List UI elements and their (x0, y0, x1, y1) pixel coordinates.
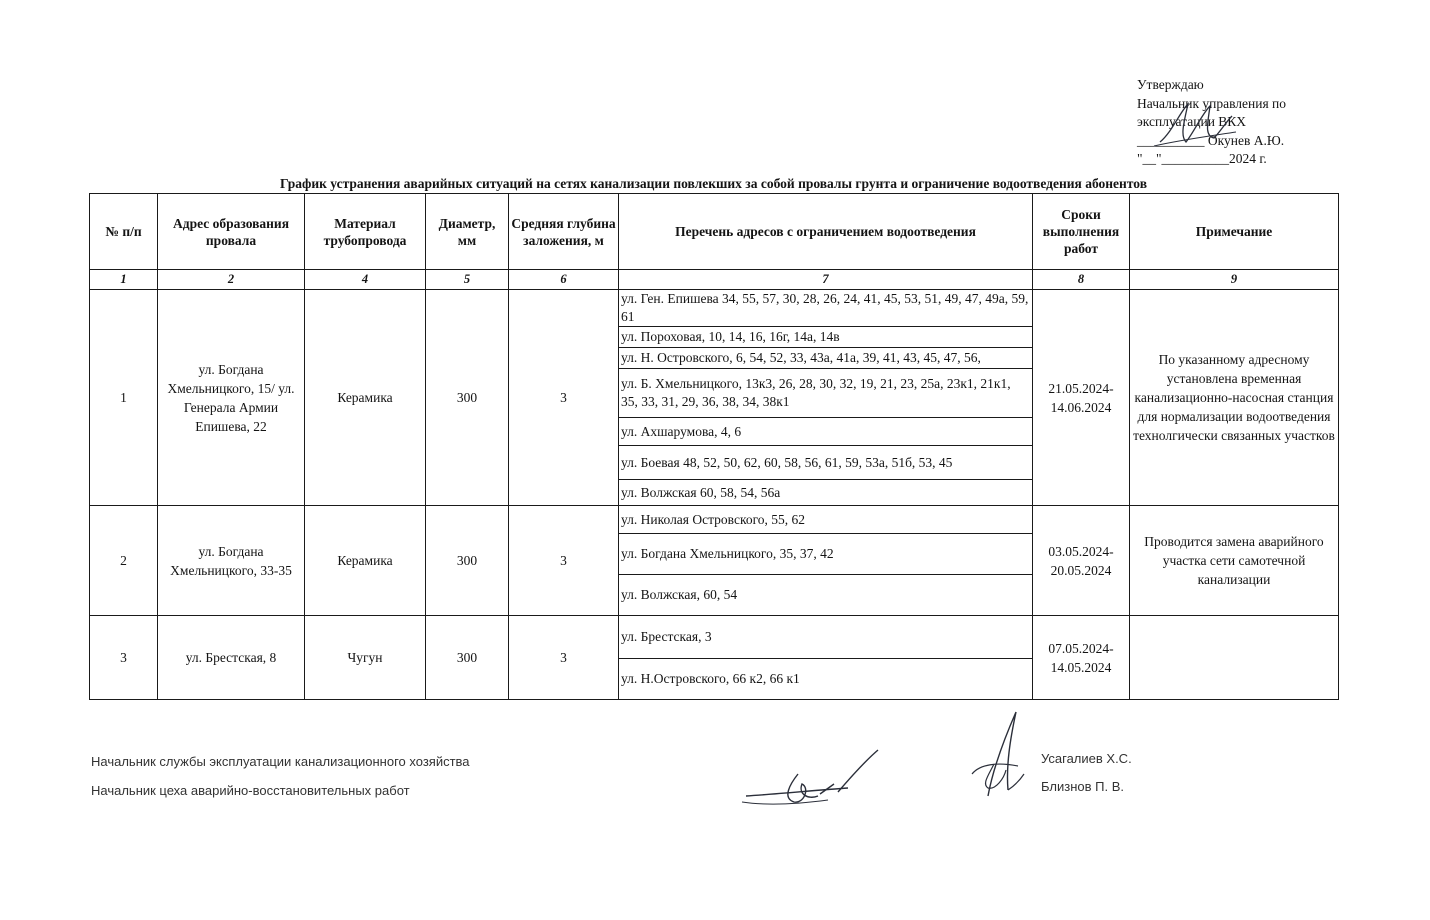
pipe-material: Керамика (305, 290, 426, 506)
work-dates: 21.05.2024-14.06.2024 (1033, 290, 1130, 506)
header-cell: № п/п (90, 194, 158, 270)
signatory-role-2: Начальник цеха аварийно-восстановительных работ (91, 783, 410, 798)
header-cell: Диаметр, мм (426, 194, 509, 270)
signatory-name-1: Усагалиев Х.С. (1041, 751, 1132, 766)
work-dates: 07.05.2024-14.05.2024 (1033, 616, 1130, 700)
restricted-address: ул. Брестская, 3 (619, 616, 1033, 659)
row-number: 2 (90, 506, 158, 616)
restricted-address: ул. Богдана Хмельницкого, 35, 37, 42 (619, 534, 1033, 575)
column-number: 9 (1130, 270, 1339, 290)
pipe-diameter: 300 (426, 290, 509, 506)
column-number: 8 (1033, 270, 1130, 290)
note: Проводится замена аварийного участка сети самотечной канализации (1130, 506, 1339, 616)
signature-1 (738, 744, 898, 814)
column-number: 7 (619, 270, 1033, 290)
restricted-address: ул. Н. Островского, 6, 54, 52, 33, 43а, 41а, 39, 41, 43, 45, 47, 56, (619, 348, 1033, 369)
header-cell: Средняя глубина заложения, м (509, 194, 619, 270)
header-cell: Сроки выполнения работ (1033, 194, 1130, 270)
restricted-address: ул. Ген. Епишева 34, 55, 57, 30, 28, 26, 24, 41, 45, 53, 51, 49, 47, 49а, 59, 61 (619, 290, 1033, 327)
pipe-diameter: 300 (426, 616, 509, 700)
approval-line-2: Начальник управления по (1137, 95, 1287, 111)
restricted-address: ул. Н.Островского, 66 к2, 66 к1 (619, 659, 1033, 700)
approval-line-1: Утверждаю (1137, 77, 1204, 92)
work-dates: 03.05.2024-20.05.2024 (1033, 506, 1130, 616)
repair-schedule-table (89, 193, 1339, 700)
approval-line-5: "__"__________2024 г. (1137, 151, 1267, 166)
header-cell: Материал трубопровода (305, 194, 426, 270)
row-number: 3 (90, 616, 158, 700)
column-number: 4 (305, 270, 426, 290)
signature-2 (958, 704, 1038, 804)
restricted-address: ул. Николая Островского, 55, 62 (619, 506, 1033, 534)
signatory-name-2: Близнов П. В. (1041, 779, 1124, 794)
pipe-depth: 3 (509, 506, 619, 616)
note (1130, 616, 1339, 700)
approval-line-3: эксплуатации ВКХ (1137, 114, 1247, 129)
column-number-row (90, 270, 1339, 290)
table-row (90, 506, 1339, 534)
restricted-address: ул. Волжская 60, 58, 54, 56а (619, 480, 1033, 506)
header-cell: Адрес образования провала (158, 194, 305, 270)
table-row (90, 290, 1339, 327)
signatory-role-1: Начальник службы эксплуатации канализационного хозяйства (91, 754, 470, 769)
collapse-address: ул. Брестская, 8 (158, 616, 305, 700)
restricted-address: ул. Боевая 48, 52, 50, 62, 60, 58, 56, 61, 59, 53а, 51б, 53, 45 (619, 446, 1033, 480)
restricted-address: ул. Пороховая, 10, 14, 16, 16г, 14а, 14в (619, 327, 1033, 348)
collapse-address: ул. Богдана Хмельницкого, 15/ ул. Генерала Армии Епишева, 22 (158, 290, 305, 506)
pipe-depth: 3 (509, 290, 619, 506)
restricted-address: ул. Б. Хмельницкого, 13к3, 26, 28, 30, 32, 19, 21, 23, 25а, 23к1, 21к1, 35, 33, 31, 29, 36, 38, 34, 38к1 (619, 369, 1033, 418)
column-number: 5 (426, 270, 509, 290)
pipe-depth: 3 (509, 616, 619, 700)
restricted-address: ул. Волжская, 60, 54 (619, 575, 1033, 616)
header-row (90, 194, 1339, 270)
pipe-diameter: 300 (426, 506, 509, 616)
column-number: 6 (509, 270, 619, 290)
pipe-material: Керамика (305, 506, 426, 616)
header-cell: Перечень адресов с ограничением водоотведения (619, 194, 1033, 270)
note: По указанному адресному установлена временная канализационно-насосная станция для нормализации водоотведения технолгически связанных участков (1130, 290, 1339, 506)
document-title: График устранения аварийных ситуаций на сетях канализации повлекших за собой провалы грунта и ограничение водоотведения абонентов (280, 176, 1147, 191)
pipe-material: Чугун (305, 616, 426, 700)
column-number: 2 (158, 270, 305, 290)
row-number: 1 (90, 290, 158, 506)
table-row (90, 616, 1339, 659)
collapse-address: ул. Богдана Хмельницкого, 33-35 (158, 506, 305, 616)
approval-signature (1150, 92, 1240, 154)
column-number: 1 (90, 270, 158, 290)
approval-line-4: __________ Окунев А.Ю. (1137, 132, 1285, 148)
restricted-address: ул. Ахшарумова, 4, 6 (619, 418, 1033, 446)
header-cell: Примечание (1130, 194, 1339, 270)
